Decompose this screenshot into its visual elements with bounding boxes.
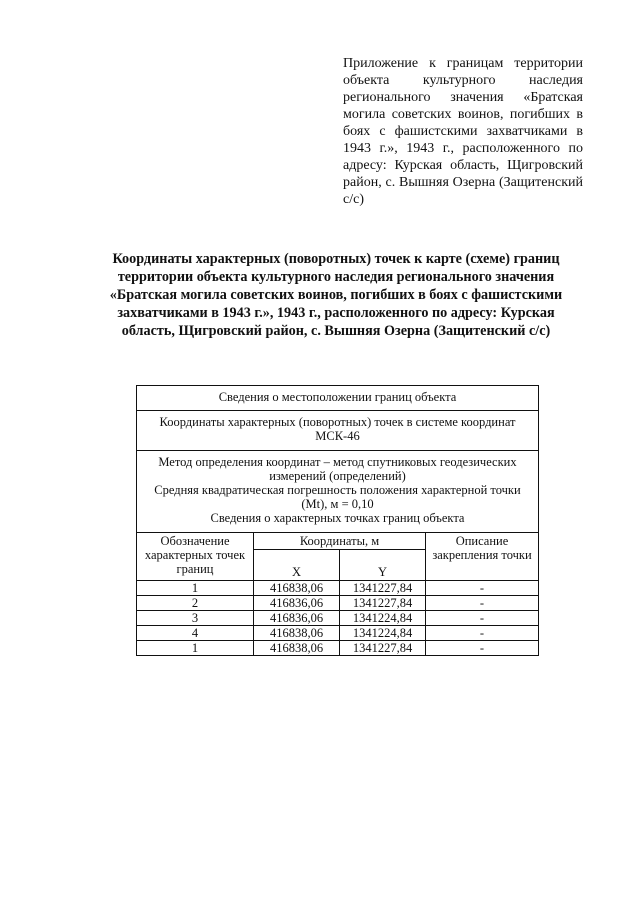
- table-coord-system-row: [137, 411, 539, 450]
- cell-x: 416836,06: [254, 595, 340, 610]
- table-method: Метод определения координат – метод спутниковых геодезических измерений (определений): [158, 454, 517, 483]
- table-error: Средняя квадратическая погрешность положения характерной точки (Mt), м = 0,10: [154, 483, 521, 512]
- cell-x: 416838,06: [254, 580, 340, 595]
- table-points-title: Сведения о характерных точках границ объекта: [210, 511, 465, 526]
- cell-description: -: [426, 595, 539, 610]
- table-coord-system: Координаты характерных (поворотных) точек в системе координат МСК-46: [137, 411, 539, 450]
- coordinates-table: [136, 385, 539, 656]
- cell-y: 1341224,84: [340, 625, 426, 640]
- cell-y: 1341227,84: [340, 580, 426, 595]
- header-y: Y: [340, 549, 426, 580]
- cell-point: 2: [137, 595, 254, 610]
- table-row: [137, 640, 539, 655]
- cell-y: 1341227,84: [340, 640, 426, 655]
- header-designation: Обозначение характерных точек границ: [137, 532, 254, 580]
- cell-point: 4: [137, 625, 254, 640]
- table-row: [137, 595, 539, 610]
- table-section-title-row: [137, 386, 539, 411]
- header-description: Описание закрепления точки: [426, 532, 539, 580]
- cell-x: 416836,06: [254, 610, 340, 625]
- cell-x: 416838,06: [254, 640, 340, 655]
- cell-x: 416838,06: [254, 625, 340, 640]
- table-method-block: [137, 450, 539, 532]
- table-header-row: [137, 532, 539, 549]
- document-heading: Координаты характерных (поворотных) точек к карте (схеме) границ территории объекта культурного наследия регионального значения «Братская могила советских воинов, погибших в боях с фашистскими захватчиками в 1943 г.», 1943 г., расположенного по адресу: Курская область, Щигровский район, с. Вышняя Озерна (Защитенский с/с): [109, 251, 563, 339]
- table-section-title: Сведения о местоположении границ объекта: [137, 386, 539, 411]
- table-method-row: [137, 450, 539, 532]
- header-coordinates: Координаты, м: [254, 532, 426, 549]
- cell-description: -: [426, 625, 539, 640]
- cell-point: 1: [137, 640, 254, 655]
- header-x: X: [254, 549, 340, 580]
- cell-point: 3: [137, 610, 254, 625]
- cell-description: -: [426, 640, 539, 655]
- table-row: [137, 625, 539, 640]
- cell-point: 1: [137, 580, 254, 595]
- cell-y: 1341227,84: [340, 595, 426, 610]
- appendix-note: Приложение к границам территории объекта культурного наследия регионального значения «Братская могила советских воинов, погибших в боях с фашистскими захватчиками в 1943 г.», 1943 г., расположенного по адресу: Курская область, Щигровский район, с. Вышняя Озерна (Защитенский с/с): [343, 56, 583, 207]
- table-row: [137, 610, 539, 625]
- table-row: [137, 580, 539, 595]
- cell-description: -: [426, 580, 539, 595]
- cell-y: 1341224,84: [340, 610, 426, 625]
- cell-description: -: [426, 610, 539, 625]
